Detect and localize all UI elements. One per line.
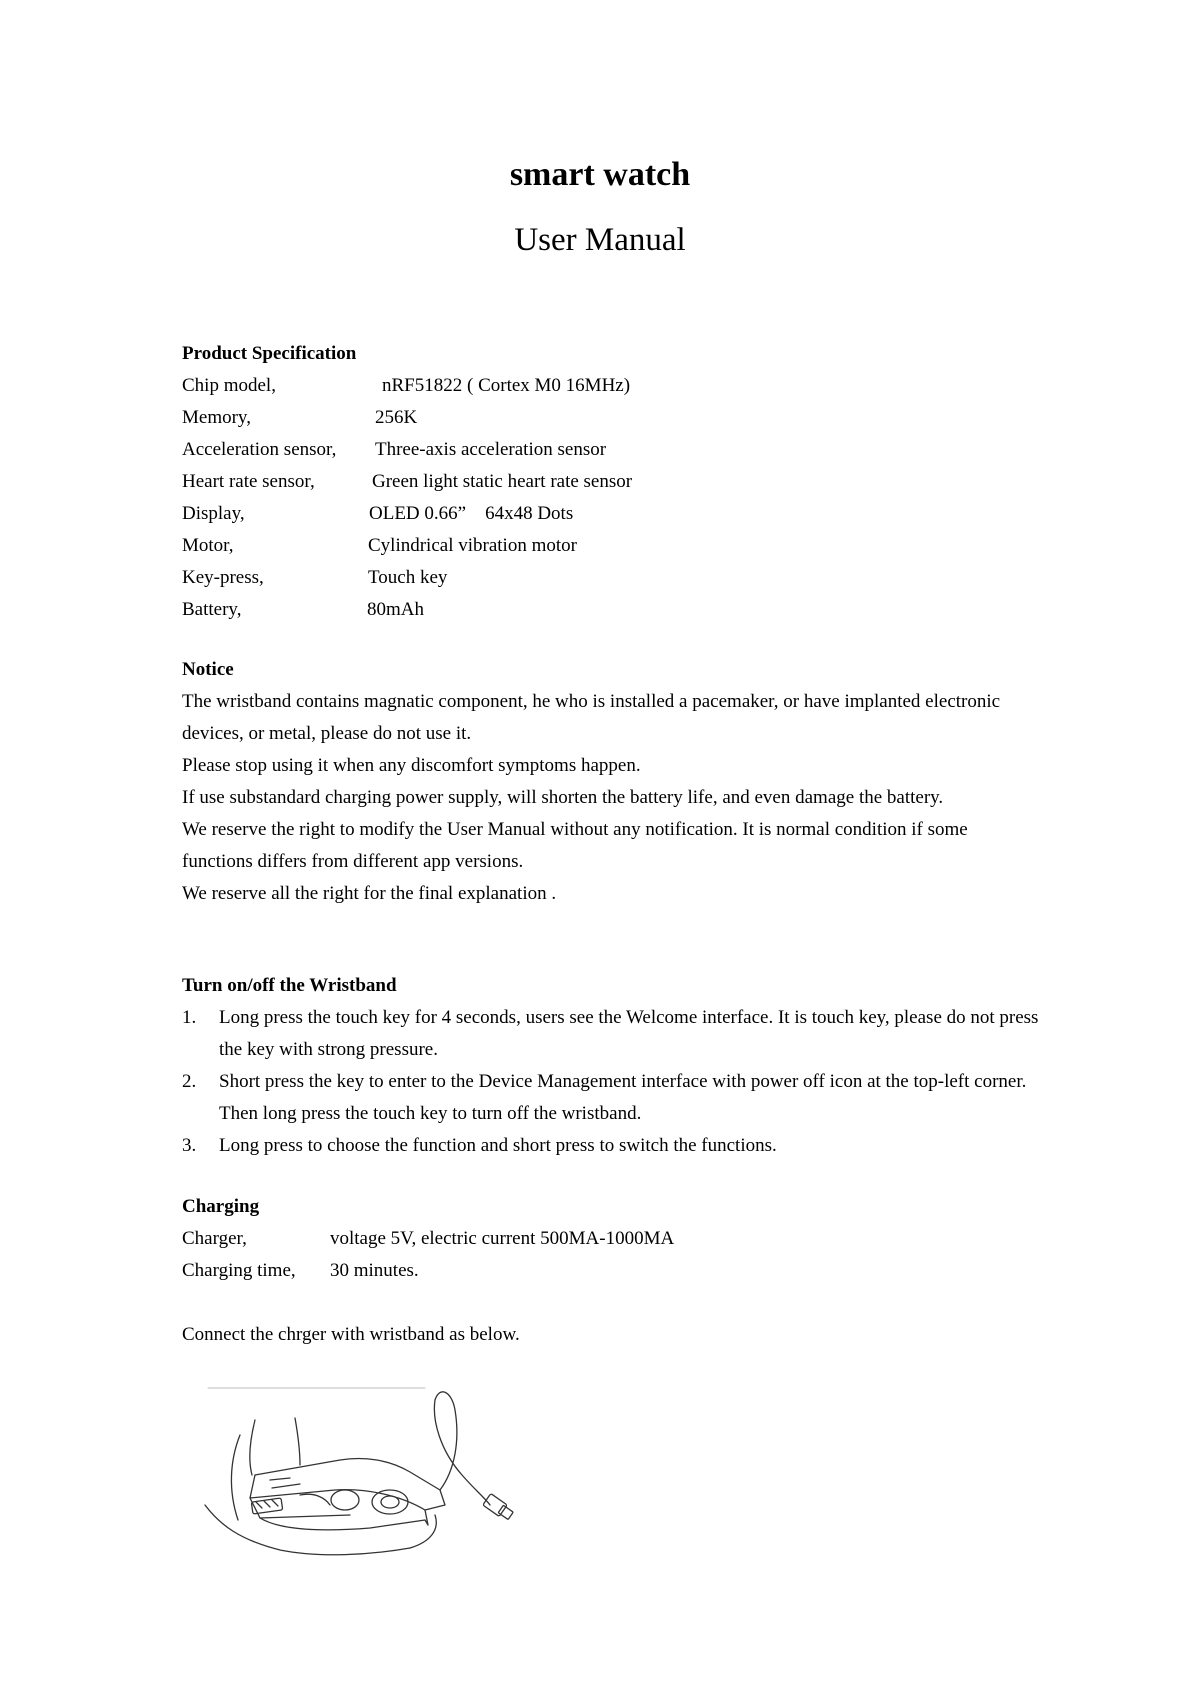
list-item-text: Long press the touch key for 4 seconds, users see the Welcome interface. It is touch key, please do not press the key with strong pressure. [219, 1007, 1039, 1060]
spec-value: 80mAh [367, 599, 424, 620]
notice-heading: Notice [182, 659, 234, 680]
charging-section [182, 1191, 1042, 1351]
charging-heading: Charging [182, 1196, 260, 1217]
list-item-text: Long press to choose the function and short press to switch the functions. [219, 1135, 777, 1156]
list-number: 1. [182, 1007, 197, 1028]
spec-row [182, 466, 1042, 498]
list-item [182, 1130, 1042, 1162]
notice-paragraph: The wristband contains magnatic component, he who is installed a pacemaker, or have implanted electronic devices, or metal, please do not use it. [182, 691, 1001, 744]
spec-row [182, 562, 1042, 594]
spec-value: OLED 0.66” 64x48 Dots [369, 503, 574, 524]
spec-label: Memory, [182, 407, 251, 428]
spec-label: Display, [182, 503, 245, 524]
spec-label: Motor, [182, 535, 234, 556]
spec-heading: Product Specification [182, 343, 357, 364]
document-title: smart watch [509, 156, 691, 193]
charging-row [182, 1223, 1042, 1255]
notice-paragraph: We reserve the right to modify the User Manual without any notification. It is normal condition if some functions differs from different app versions. [182, 819, 968, 872]
spec-value: Cylindrical vibration motor [368, 535, 577, 556]
turn-on-off-list [182, 1002, 1042, 1162]
spec-value: Touch key [368, 567, 448, 588]
spec-row [182, 498, 1042, 530]
list-item [182, 1066, 1042, 1130]
spec-label: Heart rate sensor, [182, 471, 315, 492]
spec-section [182, 338, 1042, 626]
turn-on-off-heading: Turn on/off the Wristband [182, 975, 397, 996]
list-number: 2. [182, 1071, 197, 1092]
notice-paragraph: Please stop using it when any discomfort symptoms happen. [182, 755, 641, 776]
charging-value: voltage 5V, electric current 500MA-1000MA [330, 1228, 675, 1249]
spec-label: Key-press, [182, 567, 264, 588]
charging-label: Charging time, [182, 1260, 296, 1281]
spec-value: Three-axis acceleration sensor [375, 439, 607, 460]
charger-illustration [200, 1380, 530, 1570]
turn-on-off-section [182, 970, 1042, 1162]
spec-value: nRF51822 ( Cortex M0 16MHz) [382, 375, 631, 396]
spec-label: Acceleration sensor, [182, 439, 337, 460]
charging-row [182, 1255, 1042, 1287]
charging-note: Connect the chrger with wristband as below. [182, 1324, 520, 1345]
spec-row [182, 434, 1042, 466]
list-number: 3. [182, 1135, 197, 1156]
list-item-text: Short press the key to enter to the Device Management interface with power off icon at the top-left corner. Then long press the touch key to turn off the wristband. [219, 1071, 1027, 1124]
spec-label: Chip model, [182, 375, 276, 396]
spec-value: 256K [375, 407, 418, 428]
spec-label: Battery, [182, 599, 242, 620]
spec-row [182, 402, 1042, 434]
document-subtitle: User Manual [514, 222, 686, 258]
charging-value: 30 minutes. [330, 1260, 419, 1281]
spec-row [182, 530, 1042, 562]
spec-row [182, 594, 1042, 626]
charging-label: Charger, [182, 1228, 247, 1249]
notice-section [182, 654, 1042, 910]
list-item [182, 1002, 1042, 1066]
spec-value: Green light static heart rate sensor [372, 471, 633, 492]
spec-row [182, 370, 1042, 402]
notice-paragraph: If use substandard charging power supply, will shorten the battery life, and even damage the battery. [182, 787, 944, 808]
notice-paragraph: We reserve all the right for the final explanation . [182, 883, 557, 904]
